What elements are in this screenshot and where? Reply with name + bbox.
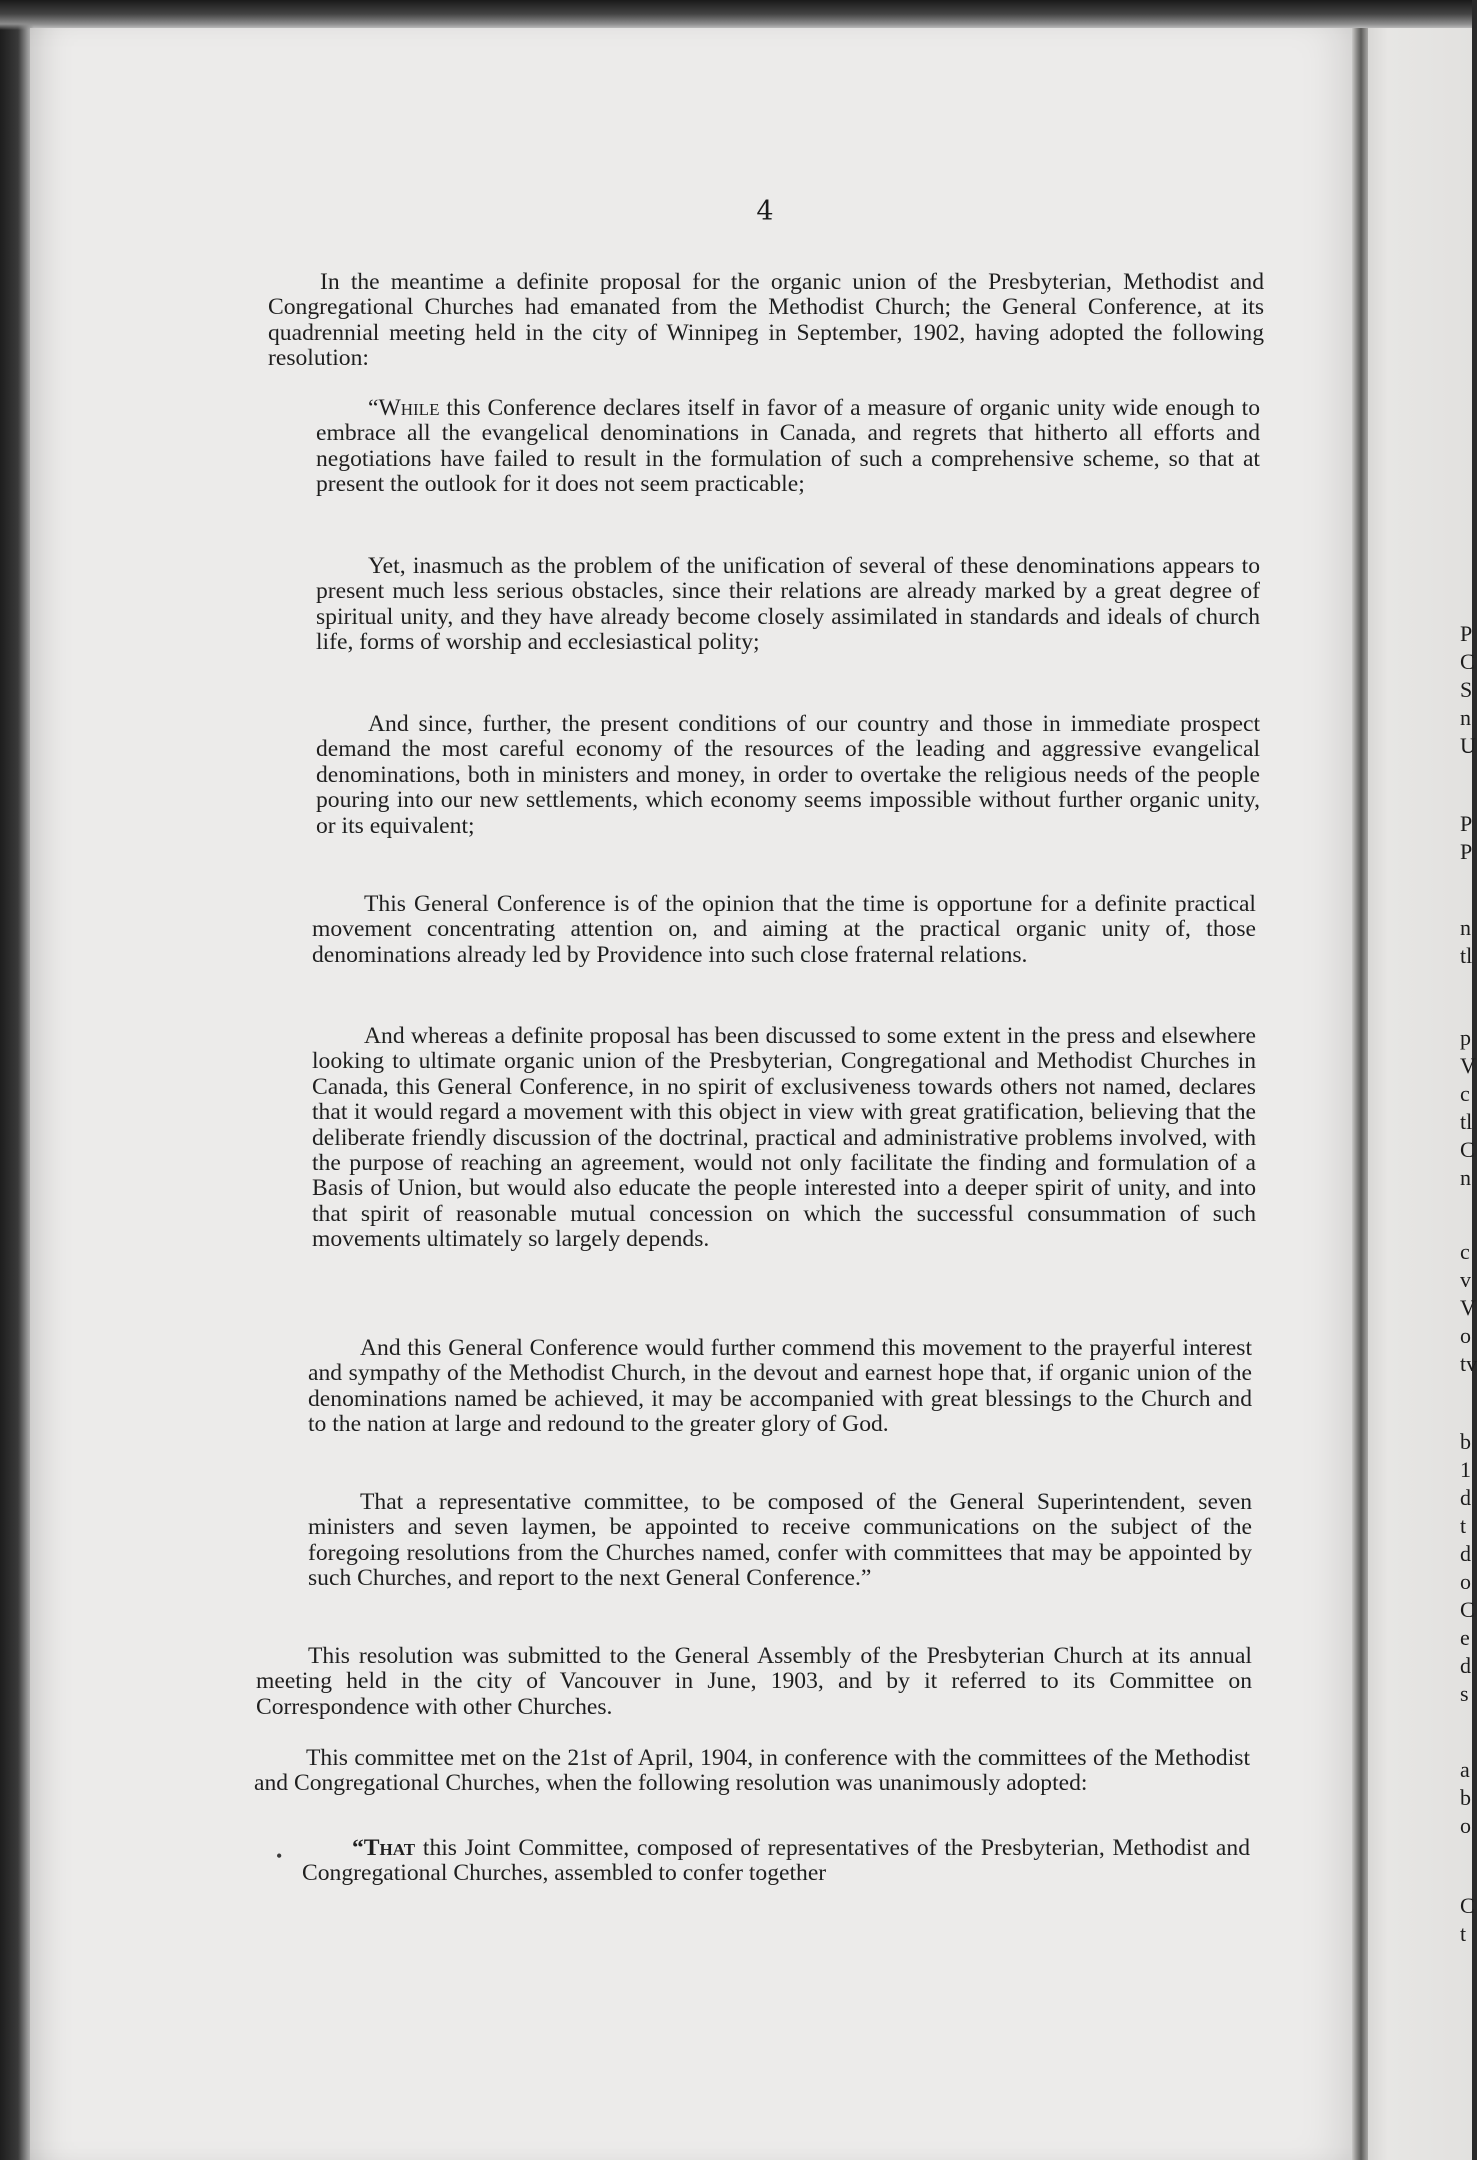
- facing-page-fragment: c: [1460, 1239, 1470, 1264]
- facing-page-fragment: P: [1460, 621, 1473, 646]
- facing-page-fragment: P: [1460, 811, 1473, 836]
- facing-page-fragment: v: [1460, 1267, 1471, 1292]
- quoted-paragraph-and-whereas: And whereas a definite proposal has been discussed to some extent in the press and elsewhere looking to ultimate organic union of the Presbyterian, Congregational and Methodist Churches in Canada, this General Conference, in no spirit of exclusiveness towards others not named, declares that it would regard a movement with this object in view with great gratification, believing that the deliberate friendly discussion of the doctrinal, practical and administrative problems involved, with the purpose of reaching an agreement, would not only facilitate the finding and formulation of a Basis of Union, but would also educate the people interested into a deeper spirit of unity, and into that spirit of reasonable mutual concession on which the successful consummation of such movements ultimately so largely depends.: [312, 1023, 1256, 1253]
- facing-page-fragment: t: [1460, 1921, 1467, 1946]
- facing-page-fragment: e: [1460, 1625, 1470, 1650]
- facing-page-fragment: t: [1460, 1513, 1467, 1538]
- bullet-mark: •: [276, 1846, 283, 1866]
- facing-page-fragment: n: [1460, 1165, 1471, 1190]
- facing-page-fragment: V: [1460, 1295, 1476, 1320]
- quoted-paragraph-and-since: And since, further, the present conditions of our country and those in immediate prospect demand the most careful economy of the resources of the leading and aggressive evangelical denominations, both in ministers and money, in order to overtake the religious needs of the people pouring into our new settlements, which economy seems impossible without further organic unity, or its equivalent;: [316, 711, 1260, 839]
- facing-page-fragment: b: [1460, 1429, 1471, 1454]
- facing-page-fragment: o: [1460, 1569, 1471, 1594]
- facing-page-fragment: a: [1460, 1757, 1470, 1782]
- paragraph-intro: In the meantime a definite proposal for the organic union of the Presbyterian, Methodist and Congregational Churches had emanated from the Methodist Church; the General Conference, at its quadrennial meeting held in the city of Winnipeg in September, 1902, having adopted the following resolution:: [268, 269, 1264, 372]
- facing-page-fragment: C: [1460, 1893, 1475, 1918]
- quoted-paragraph-yet: Yet, inasmuch as the problem of the unification of several of these denominations appears to present much less serious obstacles, since their relations are already marked by a great degree of spiritual unity, and they have already become closely assimilated in standards and ideals of church life, forms of worship and ecclesiastical polity;: [316, 553, 1260, 656]
- facing-page-edge: [1368, 28, 1477, 2160]
- quoted-paragraph-committee: That a representative committee, to be composed of the General Superintendent, seven ministers and seven laymen, be appointed to receive communications on the subject of the foregoing resolutions from the Churches named, confer with committees that may be appointed by such Churches, and report to the next General Conference.”: [308, 1489, 1252, 1592]
- lead-word-that: “That: [352, 1835, 416, 1861]
- page-number: 4: [756, 196, 774, 227]
- facing-page-fragment: b: [1460, 1785, 1471, 1810]
- quoted-paragraph-that-text: this Joint Committee, composed of representatives of the Presbyterian, Methodist and Congregational Churches, assembled to confer together: [302, 1835, 1250, 1887]
- facing-page-fragment: o: [1460, 1813, 1471, 1838]
- quoted-paragraph-commend: And this General Conference would further commend this movement to the prayerful interest and sympathy of the Methodist Church, in the devout and earnest hope that, if organic union of the denominations named be achieved, it may be accompanied with great blessings to the Church and to the nation at large and redound to the greater glory of God.: [308, 1335, 1252, 1438]
- quoted-paragraph-general-conference: This General Conference is of the opinion that the time is opportune for a definite practical movement concentrating attention on, and aiming at the practical organic unity of, those denominations already led by Providence into such close fraternal relations.: [312, 891, 1256, 968]
- book-gutter: [1352, 28, 1368, 2160]
- lead-word-while: “While: [368, 395, 440, 421]
- quoted-paragraph-while-text: this Conference declares itself in favor of a measure of organic unity wide enough to embrace all the evangelical denominations in Canada, and regrets that hitherto all efforts and negotiations have failed to result in the formulation of such a comprehensive scheme, so that at present the outlook for it does not seem practicable;: [316, 395, 1260, 498]
- facing-page-fragment: p: [1460, 1025, 1471, 1050]
- paragraph-resolution-submitted: This resolution was submitted to the General Assembly of the Presbyterian Church at its annual meeting held in the city of Vancouver in June, 1903, and by it referred to its Committee on Correspondence with other Churches.: [256, 1643, 1252, 1720]
- facing-page-fragment: tl: [1460, 943, 1473, 968]
- paragraph-committee-met: This committee met on the 21st of April, 1904, in conference with the committees of the Methodist and Congregational Churches, when the following resolution was unanimously adopted:: [254, 1745, 1250, 1797]
- facing-page-fragment: d: [1460, 1485, 1471, 1510]
- facing-page-fragment: tv: [1460, 1351, 1477, 1376]
- facing-page-fragment: C: [1460, 1597, 1475, 1622]
- quoted-paragraph-that: [302, 1836, 1250, 1887]
- facing-page-fragment: d: [1460, 1653, 1471, 1678]
- facing-page-fragment: tl: [1460, 1109, 1473, 1134]
- quoted-paragraph-while: [316, 396, 1260, 498]
- facing-page-fragment: o: [1460, 1323, 1471, 1348]
- facing-page-fragment: 1: [1460, 1457, 1471, 1482]
- facing-page-fragment: d: [1460, 1541, 1471, 1566]
- facing-page-fragment: s: [1460, 1681, 1469, 1706]
- facing-page-fragment: S: [1460, 677, 1473, 702]
- scan-top-edge: [0, 0, 1472, 30]
- facing-page-fragment: c: [1460, 1081, 1470, 1106]
- facing-page-fragment: C: [1460, 649, 1475, 674]
- facing-page-fragment: n: [1460, 705, 1471, 730]
- facing-page-fragment: U: [1460, 733, 1476, 758]
- facing-page-fragment: V: [1460, 1053, 1476, 1078]
- facing-page-fragment: n: [1460, 915, 1471, 940]
- facing-page-fragment: P: [1460, 839, 1473, 864]
- facing-page-fragment: C: [1460, 1137, 1475, 1162]
